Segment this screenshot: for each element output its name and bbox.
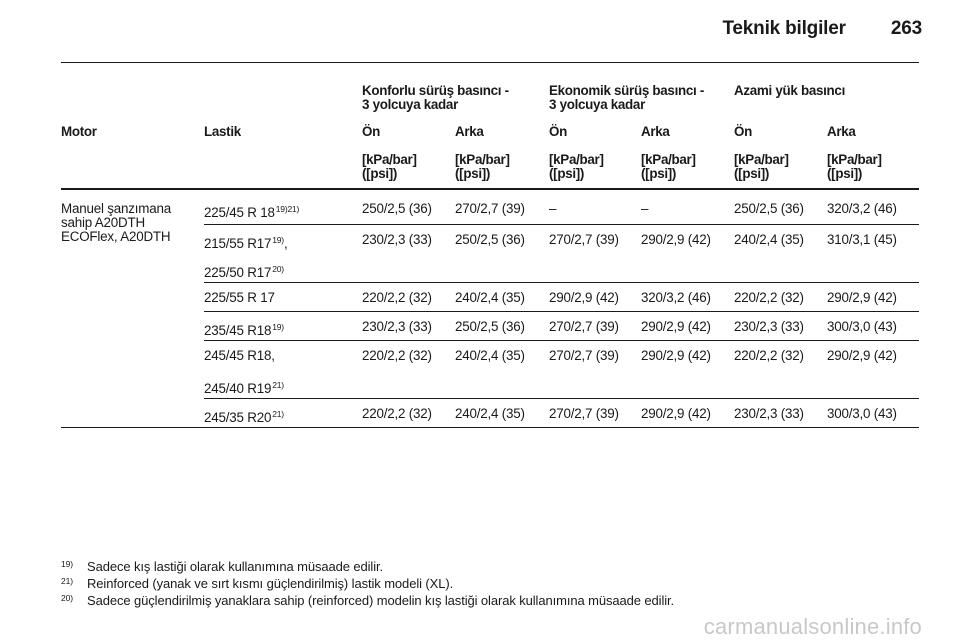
unit-header: [kPa/bar] ([psi]) [455, 152, 510, 181]
pressure-cell: 250/2,5 (36) [362, 201, 432, 216]
column-header-tire: Lastik [204, 124, 241, 139]
column-header-motor: Motor [61, 124, 97, 139]
pressure-cell: 290/2,9 (42) [641, 232, 711, 247]
group-header-economic: Ekonomik sürüş basıncı - 3 yolcuya kadar [549, 83, 705, 112]
unit-header: [kPa/bar] ([psi]) [734, 152, 789, 181]
column-header-front: Ön [734, 124, 752, 139]
footnote-text: Sadece güçlendirilmiş yanaklara sahip (reinforced) modelin kış lastiği olarak kullanımına müsaade edilir. [87, 593, 675, 608]
pressure-cell: 290/2,9 (42) [641, 348, 711, 363]
column-header-rear: Arka [455, 124, 484, 139]
tire-size-cell: 225/55 R 17 [204, 290, 275, 305]
tire-size-cell: 235/45 R18$^{19)}$ [204, 322, 284, 338]
tire-size-cell: 245/40 R19$^{21)}$ [204, 380, 284, 396]
pressure-cell: 250/2,5 (36) [734, 201, 804, 216]
page-header [722, 18, 922, 40]
column-header-rear: Arka [641, 124, 670, 139]
column-header-front: Ön [362, 124, 380, 139]
group-header-max-load: Azami yük basıncı [734, 83, 845, 98]
pressure-cell: 290/2,9 (42) [827, 348, 897, 363]
row-divider [204, 282, 919, 283]
column-header-rear: Arka [827, 124, 856, 139]
page-number: 263 [890, 18, 922, 39]
pressure-cell: 290/2,9 (42) [641, 406, 711, 421]
pressure-cell: 290/2,9 (42) [827, 290, 897, 305]
row-divider [204, 224, 919, 225]
footnote-mark: 21) [61, 576, 73, 586]
page-title: Teknik bilgiler [722, 18, 846, 39]
tire-size-cell: 225/45 R $18^{19)21)}$ [204, 204, 300, 220]
pressure-cell: – [549, 201, 557, 216]
tire-size-cell: 245/45 R18, [204, 348, 275, 363]
pressure-cell: 310/3,1 (45) [827, 232, 897, 247]
pressure-cell: 220/2,2 (32) [734, 348, 804, 363]
pressure-cell: 240/2,4 (35) [734, 232, 804, 247]
pressure-cell: 300/3,0 (43) [827, 406, 897, 421]
pressure-cell: 270/2,7 (39) [549, 232, 619, 247]
unit-header: [kPa/bar] ([psi]) [827, 152, 882, 181]
footnote-mark: 19) [61, 559, 73, 569]
header-rule [61, 188, 919, 190]
pressure-cell: 320/3,2 (46) [827, 201, 897, 216]
tire-size-cell: 225/50 R17$^{20)}$ [204, 264, 284, 280]
tire-size-cell: 245/35 R20$^{21)}$ [204, 409, 284, 425]
pressure-cell: 250/2,5 (36) [455, 319, 525, 334]
row-divider [204, 398, 919, 399]
top-rule [61, 62, 919, 63]
unit-header: [kPa/bar] ([psi]) [549, 152, 604, 181]
footnote [61, 591, 674, 608]
footnote-text: Sadece kış lastiği olarak kullanımına müsaade edilir. [87, 559, 384, 574]
row-divider [204, 340, 919, 341]
pressure-cell: 250/2,5 (36) [455, 232, 525, 247]
tire-size-cell: 215/55 R17$^{19)}$, [204, 235, 288, 251]
pressure-cell: 220/2,2 (32) [362, 290, 432, 305]
pressure-cell: – [641, 201, 649, 216]
pressure-cell: 320/3,2 (46) [641, 290, 711, 305]
motor-cell: Manuel şanzımana sahip A20DTH ECOFlex, A20DTH [61, 201, 171, 244]
table-bottom-rule [61, 427, 919, 428]
pressure-cell: 270/2,7 (39) [549, 348, 619, 363]
pressure-cell: 240/2,4 (35) [455, 290, 525, 305]
row-divider [204, 311, 919, 312]
column-header-front: Ön [549, 124, 567, 139]
pressure-cell: 240/2,4 (35) [455, 406, 525, 421]
footnote-mark: 20) [61, 593, 73, 603]
pressure-cell: 220/2,2 (32) [362, 348, 432, 363]
pressure-cell: 220/2,2 (32) [362, 406, 432, 421]
pressure-cell: 220/2,2 (32) [734, 290, 804, 305]
pressure-cell: 290/2,9 (42) [641, 319, 711, 334]
pressure-cell: 230/2,3 (33) [362, 319, 432, 334]
pressure-cell: 270/2,7 (39) [549, 319, 619, 334]
pressure-cell: 230/2,3 (33) [734, 406, 804, 421]
pressure-cell: 230/2,3 (33) [734, 319, 804, 334]
pressure-cell: 300/3,0 (43) [827, 319, 897, 334]
unit-header: [kPa/bar] ([psi]) [362, 152, 417, 181]
watermark: carmanualsonline.info [703, 614, 922, 639]
pressure-cell: 270/2,7 (39) [455, 201, 525, 216]
unit-header: [kPa/bar] ([psi]) [641, 152, 696, 181]
pressure-cell: 240/2,4 (35) [455, 348, 525, 363]
footnote [61, 557, 383, 574]
group-header-comfort: Konforlu sürüş basıncı - 3 yolcuya kadar [362, 83, 509, 112]
footnote [61, 574, 453, 591]
footnote-text: Reinforced (yanak ve sırt kısmı güçlendirilmiş) lastik modeli (XL). [87, 576, 454, 591]
pressure-cell: 230/2,3 (33) [362, 232, 432, 247]
pressure-cell: 270/2,7 (39) [549, 406, 619, 421]
pressure-cell: 290/2,9 (42) [549, 290, 619, 305]
